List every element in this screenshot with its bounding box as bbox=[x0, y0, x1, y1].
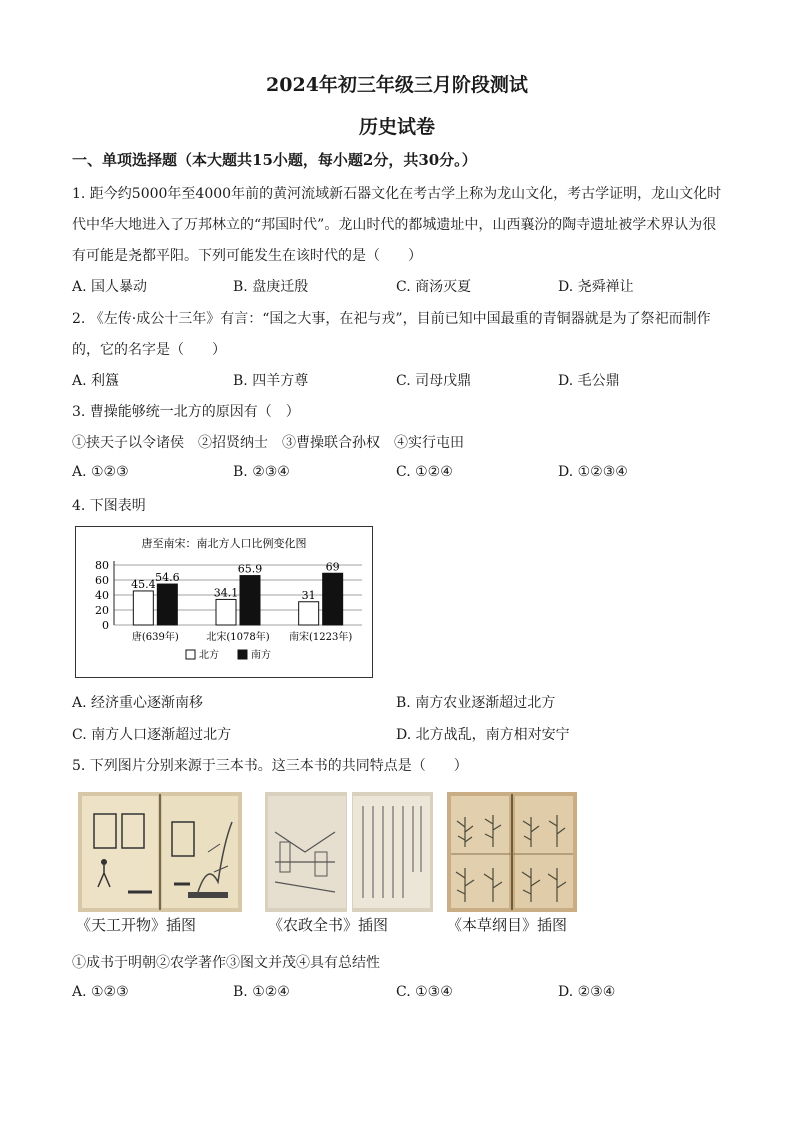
bar-north-1 bbox=[216, 599, 236, 625]
bar-north-0 bbox=[133, 591, 153, 625]
q4-line-1: 4. 下图表明 bbox=[72, 498, 146, 514]
caption-nongzheng-quanshu: 《农政全书》插图 bbox=[268, 916, 389, 934]
caption-bencao-gangmu: 《本草纲目》插图 bbox=[447, 916, 568, 934]
q1-line-3: 有可能是尧都平阳。下列可能发生在该时代的是（ ） bbox=[72, 248, 422, 264]
y-tick-label-1: 20 bbox=[95, 604, 109, 617]
q3-option-c[interactable]: C. ①②④ bbox=[396, 464, 453, 480]
legend-label-0: 北方 bbox=[199, 650, 219, 661]
q1-option-b[interactable]: B. 盘庚迁殷 bbox=[233, 279, 309, 295]
bencao-gangmu-illustration bbox=[447, 792, 577, 912]
q2-option-a[interactable]: A. 利簋 bbox=[72, 373, 120, 389]
q1-option-d[interactable]: D. 尧舜禅让 bbox=[558, 279, 634, 295]
tiangong-kaiwu-illustration bbox=[78, 792, 242, 912]
q5-line-1: 5. 下列图片分别来源于三本书。这三本书的共同特点是（ ） bbox=[72, 758, 468, 774]
q3-line-1: 3. 曹操能够统一北方的原因有（ ） bbox=[72, 404, 300, 420]
chart-title: 唐至南宋：南北方人口比例变化图 bbox=[141, 537, 307, 550]
exam-subtitle: 历史试卷 bbox=[358, 116, 435, 138]
q5-option-d[interactable]: D. ②③④ bbox=[558, 984, 616, 1000]
bar-south-1 bbox=[240, 576, 260, 625]
nongzheng-quanshu-illustration bbox=[265, 792, 433, 912]
q5-option-c[interactable]: C. ①③④ bbox=[396, 984, 453, 1000]
q2-option-b[interactable]: B. 四羊方尊 bbox=[233, 373, 309, 389]
q3-option-b[interactable]: B. ②③④ bbox=[233, 464, 290, 480]
q4-option-a[interactable]: A. 经济重心逐渐南移 bbox=[72, 695, 204, 711]
q3-option-d[interactable]: D. ①②③④ bbox=[558, 464, 628, 480]
q3-line-2: ①挟天子以令诸侯 ②招贤纳士 ③曹操联合孙权 ④实行屯田 bbox=[72, 435, 464, 451]
y-tick-label-2: 40 bbox=[95, 589, 109, 602]
data-label-0-2: 31 bbox=[301, 588, 316, 602]
q1-line-1: 1. 距今约5000年至4000年前的黄河流域新石器文化在考古学上称为龙山文化，考古学证明，龙山文化时 bbox=[72, 186, 722, 202]
data-label-1-2: 69 bbox=[325, 560, 340, 574]
q4-option-b[interactable]: B. 南方农业逐渐超过北方 bbox=[396, 695, 556, 711]
x-tick-label-0: 唐(639年) bbox=[131, 632, 179, 643]
y-tick-label-0: 0 bbox=[102, 619, 109, 632]
caption-tiangong-kaiwu: 《天工开物》插图 bbox=[76, 916, 197, 934]
q5-option-a[interactable]: A. ①②③ bbox=[72, 984, 129, 1000]
q1-option-a[interactable]: A. 国人暴动 bbox=[72, 279, 148, 295]
q2-line-1: 2. 《左传·成公十三年》有言：“国之大事，在祀与戎”，目前已知中国最重的青铜器就是为了祭祀而制作 bbox=[72, 311, 711, 327]
population-chart bbox=[75, 526, 373, 678]
q5-option-b[interactable]: B. ①②④ bbox=[233, 984, 290, 1000]
x-tick-label-1: 北宋(1078年) bbox=[206, 632, 270, 643]
q5-line-2: ①成书于明朝②农学著作③图文并茂④具有总结性 bbox=[72, 955, 380, 971]
q2-option-d[interactable]: D. 毛公鼎 bbox=[558, 373, 620, 389]
bar-north-2 bbox=[299, 602, 319, 625]
q3-option-a[interactable]: A. ①②③ bbox=[72, 464, 129, 480]
q1-line-2: 代中华大地进入了万邦林立的“邦国时代”。龙山时代的都城遗址中，山西襄汾的陶寺遗址被学术界认为很 bbox=[72, 217, 717, 233]
q4-option-d[interactable]: D. 北方战乱，南方相对安宁 bbox=[396, 727, 570, 743]
data-label-1-1: 65.9 bbox=[237, 562, 263, 576]
data-label-0-0: 45.4 bbox=[131, 577, 156, 591]
data-label-0-1: 34.1 bbox=[213, 586, 239, 600]
bar-south-2 bbox=[323, 573, 343, 625]
section-heading: 一、单项选择题（本大题共15小题，每小题2分，共30分。） bbox=[72, 151, 477, 169]
q2-option-c[interactable]: C. 司母戊鼎 bbox=[396, 373, 472, 389]
legend-swatch-1 bbox=[238, 650, 247, 659]
exam-title: 2024年初三年级三月阶段测试 bbox=[266, 74, 528, 96]
y-tick-label-4: 80 bbox=[95, 559, 109, 572]
q1-option-c[interactable]: C. 商汤灭夏 bbox=[396, 279, 472, 295]
bar-south-0 bbox=[157, 584, 177, 625]
data-label-1-0: 54.6 bbox=[155, 571, 180, 585]
y-tick-label-3: 60 bbox=[95, 574, 109, 587]
q4-option-c[interactable]: C. 南方人口逐渐超过北方 bbox=[72, 727, 232, 743]
q2-line-2: 的，它的名字是（ ） bbox=[72, 342, 226, 358]
legend-swatch-0 bbox=[186, 650, 195, 659]
population-chart-svg bbox=[76, 527, 372, 677]
x-tick-label-2: 南宋(1223年) bbox=[289, 632, 353, 643]
legend-label-1: 南方 bbox=[251, 650, 271, 661]
